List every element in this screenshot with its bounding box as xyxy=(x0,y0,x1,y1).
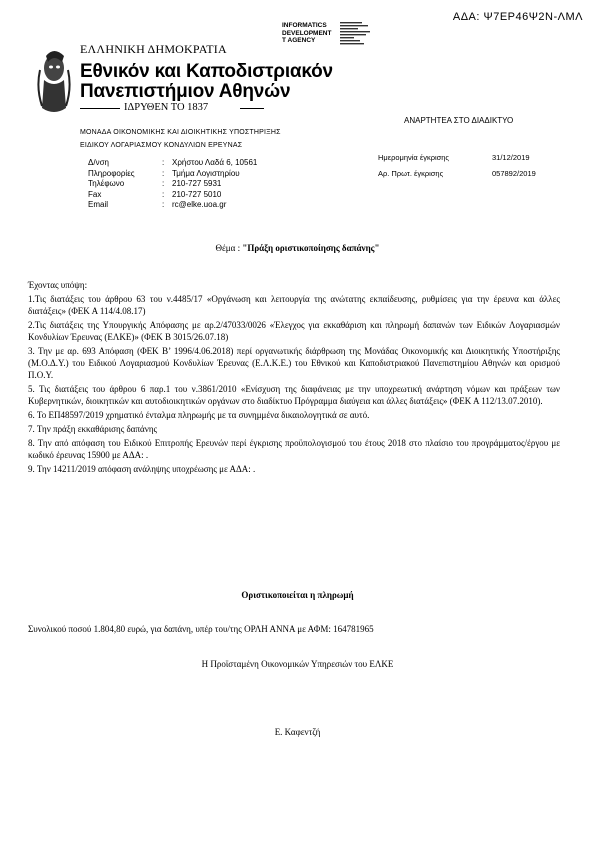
body-intro: Έχοντας υπόψη: xyxy=(28,280,88,290)
posting-notice: ΑΝΑΡΤΗΤΕΑ ΣΤΟ ΔΙΑΔΙΚΤΥΟ xyxy=(404,116,514,125)
intrans-line2: DEVELOPMENT xyxy=(282,29,332,37)
body-item: 2.Τις διατάξεις της Υπουργικής Απόφασης με αρ.2/47033/0026 «Έλεγχος για εκκαθάριση και πληρωμή δαπανών των Ειδικών Λογαριασμών Κονδυλίων Έρευνας (ΕΛΚΕ)» (ΦΕΚ Β 3015/26.07.18) xyxy=(28,320,560,342)
unit-line1: ΜΟΝΑΔΑ ΟΙΚΟΝΟΜΙΚΗΣ ΚΑΙ ΔΙΟΙΚΗΤΙΚΗΣ ΥΠΟΣΤΗΡΙΞΗΣ xyxy=(80,129,281,136)
body-item: 3. Την με αρ. 693 Απόφαση (ΦΕΚ Β’ 1996/4.06.2018) περί οργανωτικής διάρθρωση της Μονάδας Οικονομικής και Διοικητικής Υποστήριξης (Μ.Ο.Δ.Υ.) του Ειδικού Λογαριασμού Κονδυλίων Έρευνας (Ε.Λ.Κ.Ε.) του Εθνικού και Καποδιστριακού Πανεπιστημίου Αθηνών και ορισμού Π.Ο.Υ. xyxy=(28,346,560,380)
ada-code: ΑΔΑ: Ψ7ΕΡ46Ψ2Ν-ΛΜΛ xyxy=(452,11,583,23)
contact-value: Τμήμα Λογιστηρίου xyxy=(172,168,240,178)
founded-rule-right xyxy=(240,108,264,109)
contact-label: Fax xyxy=(88,189,102,199)
body-item: 9. Την 14211/2019 απόφαση ανάληψης υποχρέωσης με ΑΔΑ: . xyxy=(28,464,256,474)
meta-label: Αρ. Πρωτ. έγκρισης xyxy=(378,169,444,178)
contact-row-address: Δ/νση : Χρήστου Λαδά 6, 10561 xyxy=(88,158,258,167)
intrans-mark xyxy=(282,22,331,45)
intrans-logo-text xyxy=(340,22,380,52)
body-item: 8. Την από απόφαση του Ειδικού Επιτροπής Ερευνών περί έγκρισης προϋπολογισμού του έτους 2018 στο πλαίσιο του προγράμματος/έργου με κωδικό έρευνας 15900 με ΑΔΑ: . xyxy=(28,438,560,460)
contact-label: Πληροφορίες xyxy=(88,168,135,178)
finalization-heading: Οριστικοποιείται η πληρωμή xyxy=(241,590,354,600)
meta-value: 31/12/2019 xyxy=(492,153,530,162)
total-amount-text: Συνολικού ποσού 1.804,80 ευρώ, για δαπάνη, υπέρ του/της ΟΡΛΗ ΑΝΝΑ με ΑΦΜ: 164781965 xyxy=(28,624,374,634)
unit-name xyxy=(80,126,281,152)
body-item: 6. Το ΕΠ48597/2019 χρηματικό ένταλμα πληρωμής με τα συνημμένα δικαιολογητικά σε αυτό. xyxy=(28,410,370,420)
contact-block xyxy=(88,158,257,211)
meta-row-date xyxy=(378,150,536,166)
subject-prefix: Θέμα : xyxy=(215,243,243,253)
republic-title: ΕΛΛΗΝΙΚΗ ΔΗΜΟΚΡΑΤΙΑ xyxy=(80,42,227,56)
unit-line2: ΕΙΔΙΚΟΥ ΛΟΓΑΡΙΑΣΜΟΥ ΚΟΝΔΥΛΙΩΝ ΕΡΕΥΝΑΣ xyxy=(80,142,243,149)
body-item: 7. Την πράξη εκκαθάρισης δαπάνης xyxy=(28,424,158,434)
contact-value: 210-727 5010 xyxy=(172,189,222,199)
intrans-line1: INFORMATICS xyxy=(282,22,327,29)
document-body xyxy=(28,279,560,477)
contact-value: 210-727 5931 xyxy=(172,179,222,188)
body-item: 1.Τις διατάξεις του άρθρου 63 του ν.4485/17 «Οργάνωση και λειτουργία της ανώτατης εκπαίδευσης, ρυθμίσεις για την έρευνα και άλλες διατάξεις» (ΦΕΚ Α 114/4.08.17) xyxy=(28,294,560,316)
body-item: 5. Τις διατάξεις του άρθρου 6 παρ.1 του ν.3861/2010 «Ενίσχυση της διαφάνειας με την υποχρεωτική ανάρτηση νόμων και πράξεων των Κυβερνητικών, διοικητικών και αυτοδιοικητικών οργάνων στο διαδίκτυο Πρόγραμμα διαύγεια και άλλες διατάξεις» (ΦΕΚ Α 112/13.07.2010). xyxy=(28,384,560,406)
subject-line xyxy=(0,243,595,253)
approval-meta xyxy=(378,150,536,182)
contact-row-phone: Τηλέφωνο : 210-727 5931 xyxy=(88,179,222,188)
contact-label: Δ/νση xyxy=(88,158,109,167)
signatory-title: Η Προϊσταμένη Οικονομικών Υπηρεσιών του ΕΛΚΕ xyxy=(201,659,394,669)
university-logo xyxy=(36,48,72,118)
contact-row-fax: Fax : 210-727 5010 xyxy=(88,189,222,199)
intrans-line3: T AGENCY xyxy=(282,37,316,44)
founded-text: ΙΔΡΥΘΕΝ ΤΟ 1837 xyxy=(124,102,209,113)
contact-label: Email xyxy=(88,200,109,209)
meta-label: Ημερομηνία έγκρισης xyxy=(378,153,450,162)
contact-row-info: Πληροφορίες : Τμήμα Λογιστηρίου xyxy=(88,168,240,178)
university-name-line1: Εθνικόν και Καποδιστριακόν xyxy=(80,61,333,82)
meta-row-protocol xyxy=(378,166,536,182)
contact-row-email: Email : rc@elke.uoa.gr xyxy=(88,200,227,209)
subject-title: "Πράξη οριστικοποίησης δαπάνης" xyxy=(242,243,380,253)
contact-value: rc@elke.uoa.gr xyxy=(172,200,227,209)
founded-rule-left xyxy=(80,108,120,109)
contact-label: Τηλέφωνο xyxy=(88,179,125,188)
signatory-name: Ε. Καφεντζή xyxy=(274,727,321,737)
university-name-line2: Πανεπιστήμιον Αθηνών xyxy=(80,81,291,102)
contact-value: Χρήστου Λαδά 6, 10561 xyxy=(172,158,258,167)
meta-value: 057892/2019 xyxy=(492,169,536,178)
